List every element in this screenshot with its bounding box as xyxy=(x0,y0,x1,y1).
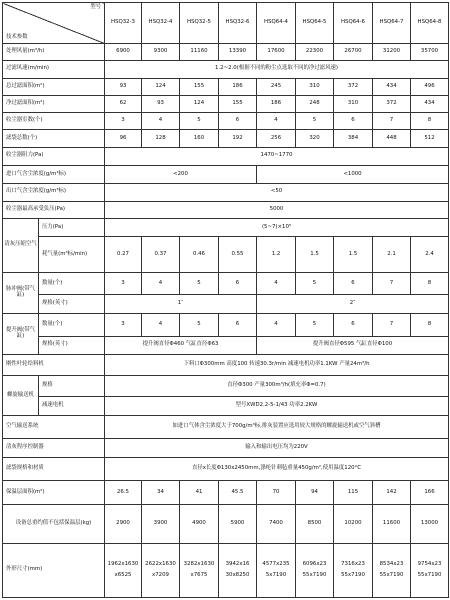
row-label: 耗气量(m³标/min) xyxy=(39,237,105,273)
dimension-line: 9754x23 xyxy=(417,560,442,567)
table-cell: 3 xyxy=(105,272,142,295)
table-cell: 1470~1770 xyxy=(105,147,449,165)
model-header: HSQ32-5 xyxy=(180,3,219,44)
table-cell: 1.5 xyxy=(334,237,373,273)
table-cell: 186 xyxy=(219,78,257,95)
corner-param-label: 技术参数 xyxy=(6,34,28,41)
table-row xyxy=(3,95,449,112)
table-cell xyxy=(296,543,334,597)
table-cell: 5 xyxy=(296,113,334,130)
row-label: 清灰程序控制器 xyxy=(3,439,105,458)
table-cell xyxy=(411,543,449,597)
table-cell: 93 xyxy=(105,78,142,95)
table-row xyxy=(3,61,449,78)
table-cell: 7 xyxy=(373,313,411,336)
dimension-line: 30x8250 xyxy=(225,571,250,578)
table-cell: 11160 xyxy=(180,44,219,61)
table-cell: 3 xyxy=(105,313,142,336)
table-cell: 166 xyxy=(411,481,449,505)
table-row xyxy=(3,481,449,505)
table-cell: 直径x长度Φ130x2450mm,涤纶针刺毡重量450g/m²,使用温度120°C xyxy=(105,458,449,481)
model-header: HSQ64-8 xyxy=(411,3,449,44)
table-row xyxy=(3,130,449,147)
table-cell: 155 xyxy=(180,78,219,95)
table-cell: 245 xyxy=(257,78,296,95)
table-cell: 96 xyxy=(105,130,142,147)
corner-model-label: 型号 xyxy=(90,4,101,10)
table-cell: 13390 xyxy=(219,44,257,61)
table-cell: 3 xyxy=(105,113,142,130)
model-header: HSQ32-3 xyxy=(105,3,142,44)
table-cell: 17600 xyxy=(257,44,296,61)
table-row xyxy=(3,416,449,439)
dimension-line: 3942x16 xyxy=(225,560,250,567)
table-cell: 下料口Φ300mm 高度100 转速30.3r/min 减速电机功率1.1KW 产量24m³/h xyxy=(105,354,449,376)
dimension-line: 3282x1630 xyxy=(183,560,215,567)
corner-header-cell xyxy=(3,3,105,44)
table-cell: (5~7)×10⁵ xyxy=(105,218,449,236)
table-cell: 310 xyxy=(296,78,334,95)
table-cell: 2900 xyxy=(105,504,142,543)
table-cell: 7 xyxy=(373,113,411,130)
row-label: 规格(英寸) xyxy=(39,295,105,313)
dimension-line: 5x7190 xyxy=(265,571,287,578)
row-label: 总过滤面积(m²) xyxy=(3,78,105,95)
table-cell: 35700 xyxy=(411,44,449,61)
table-cell: 434 xyxy=(373,78,411,95)
table-cell: 115 xyxy=(334,481,373,505)
row-label: 收尘器室数(个) xyxy=(3,113,105,130)
row-label: 减速电机 xyxy=(39,396,105,415)
table-cell: 2.1 xyxy=(373,237,411,273)
dimension-line: 55x7190 xyxy=(379,571,404,578)
table-row xyxy=(3,376,449,397)
table-cell: 2.4 xyxy=(411,237,449,273)
table-cell: 5 xyxy=(180,313,219,336)
table-row xyxy=(3,543,449,597)
table-cell: 1.5 xyxy=(296,237,334,273)
table-row xyxy=(3,313,449,336)
row-label: 收尘器最高承受负压(Pa) xyxy=(3,201,105,218)
group-label: 脉冲阀(带气缸) xyxy=(3,272,39,313)
table-row xyxy=(3,237,449,273)
table-row xyxy=(3,458,449,481)
table-cell: 6 xyxy=(219,313,257,336)
table-cell: 31200 xyxy=(373,44,411,61)
table-cell: 256 xyxy=(257,130,296,147)
table-cell: <50 xyxy=(105,184,449,201)
table-cell: 5900 xyxy=(219,504,257,543)
table-cell: 提升阀直径Φ595 气缸直径Φ100 xyxy=(257,336,449,354)
table-cell: 6 xyxy=(219,272,257,295)
table-cell: 512 xyxy=(411,130,449,147)
table-cell: 1.2~2.0(根据不同的粉尘点选取不同的净过滤风速) xyxy=(105,61,449,78)
dimension-line: x6525 xyxy=(114,571,132,578)
table-cell: 448 xyxy=(373,130,411,147)
dimension-line: x7675 xyxy=(190,571,208,578)
table-cell: 5 xyxy=(296,272,334,295)
table-cell: 34 xyxy=(142,481,180,505)
table-cell: 3900 xyxy=(142,504,180,543)
spec-table xyxy=(2,2,449,598)
table-cell: 5000 xyxy=(105,201,449,218)
table-cell: 5 xyxy=(180,113,219,130)
group-label: 螺旋输送机 xyxy=(3,376,39,416)
table-cell: 45.5 xyxy=(219,481,257,505)
table-cell: 直径Φ300 产量300m³/h(填充率Φ=0.7) xyxy=(105,376,449,397)
table-cell: 372 xyxy=(373,95,411,112)
table-cell: 0.37 xyxy=(142,237,180,273)
table-cell xyxy=(334,543,373,597)
table-cell: 124 xyxy=(180,95,219,112)
table-cell: <200 xyxy=(105,165,257,183)
group-label: 提升阀(带气缸) xyxy=(3,313,39,354)
table-cell xyxy=(373,543,411,597)
dimension-line: 1962x1630 xyxy=(107,560,139,567)
table-row xyxy=(3,113,449,130)
table-row xyxy=(3,165,449,183)
table-cell: 6 xyxy=(219,113,257,130)
table-cell: 8 xyxy=(411,113,449,130)
table-row xyxy=(3,354,449,376)
table-cell xyxy=(257,543,296,597)
table-cell: 13000 xyxy=(411,504,449,543)
table-cell: 160 xyxy=(180,130,219,147)
table-cell: 384 xyxy=(334,130,373,147)
table-cell xyxy=(142,543,180,597)
row-label: 刚性叶轮给料机 xyxy=(3,354,105,376)
table-cell: 2″ xyxy=(257,295,449,313)
table-cell: 1″ xyxy=(105,295,257,313)
table-row xyxy=(3,272,449,295)
table-cell: 41 xyxy=(180,481,219,505)
table-cell: 如进口气体含尘浓度大于700g/m³标,排灰装置应选用较大规格的螺旋输送机或空气斜槽 xyxy=(105,416,449,439)
model-header: HSQ32-4 xyxy=(142,3,180,44)
dimension-line: 55x7190 xyxy=(417,571,442,578)
table-cell: 0.55 xyxy=(219,237,257,273)
table-cell: 型号XWD2.2-5-1/43 功率2.2KW xyxy=(105,396,449,415)
row-label: 处理风量(m³/h) xyxy=(3,44,105,61)
table-cell: 186 xyxy=(257,95,296,112)
table-cell: 5 xyxy=(180,272,219,295)
row-label: 数量(个) xyxy=(39,313,105,336)
table-cell: 22300 xyxy=(296,44,334,61)
table-row xyxy=(3,184,449,201)
table-cell: 26.5 xyxy=(105,481,142,505)
row-label: 过滤风速(m/min) xyxy=(3,61,105,78)
row-label: 数量(个) xyxy=(39,272,105,295)
dimension-line: 8534x23 xyxy=(379,560,404,567)
table-cell: 8 xyxy=(411,272,449,295)
row-label: 设备总重约值不包括保温层(kg) xyxy=(3,504,105,543)
table-cell: 输入和输出电压均为220V xyxy=(105,439,449,458)
table-cell: 192 xyxy=(219,130,257,147)
table-row xyxy=(3,504,449,543)
table-cell: 4 xyxy=(257,313,296,336)
table-cell: 7400 xyxy=(257,504,296,543)
row-label: 进口气含尘浓度(g/m³标) xyxy=(3,165,105,183)
table-row xyxy=(3,218,449,236)
table-cell: 11600 xyxy=(373,504,411,543)
table-cell: 4 xyxy=(257,272,296,295)
table-cell xyxy=(219,543,257,597)
table-cell: 26700 xyxy=(334,44,373,61)
table-cell: 4 xyxy=(142,272,180,295)
row-label: 收尘器阻力(Pa) xyxy=(3,147,105,165)
table-row xyxy=(3,439,449,458)
table-cell: 7 xyxy=(373,272,411,295)
dimension-line: 2622x1630 xyxy=(145,560,176,567)
table-cell: 9300 xyxy=(142,44,180,61)
table-cell: <1000 xyxy=(257,165,449,183)
table-row xyxy=(3,295,449,313)
row-label: 保温层面积(m²) xyxy=(3,481,105,505)
table-cell: 提升阀直径Φ460 气缸直径Φ63 xyxy=(105,336,257,354)
table-cell: 4 xyxy=(257,113,296,130)
table-cell: 4 xyxy=(142,113,180,130)
table-cell: 5 xyxy=(296,313,334,336)
model-header: HSQ64-6 xyxy=(334,3,373,44)
header-row xyxy=(3,3,449,44)
table-cell: 124 xyxy=(142,78,180,95)
dimension-line: 7316x23 xyxy=(341,560,365,567)
table-cell: 248 xyxy=(296,95,334,112)
table-cell: 372 xyxy=(334,78,373,95)
table-cell: 94 xyxy=(296,481,334,505)
model-header: HSQ32-6 xyxy=(219,3,257,44)
table-cell: 6 xyxy=(334,313,373,336)
table-cell xyxy=(105,543,142,597)
row-label: 压力(Pa) xyxy=(39,218,105,236)
table-cell: 4900 xyxy=(180,504,219,543)
model-header: HSQ64-5 xyxy=(296,3,334,44)
row-label: 滤袋总数(个) xyxy=(3,130,105,147)
table-cell: 434 xyxy=(411,95,449,112)
row-label: 规格 xyxy=(39,376,105,397)
table-cell: 6900 xyxy=(105,44,142,61)
dimension-line: 55x7190 xyxy=(302,571,327,578)
table-row xyxy=(3,78,449,95)
dimension-line: 6096x23 xyxy=(302,560,327,567)
table-cell: 310 xyxy=(334,95,373,112)
table-cell: 62 xyxy=(105,95,142,112)
dimension-line: 4577x235 xyxy=(262,560,290,567)
table-row xyxy=(3,396,449,415)
table-row xyxy=(3,44,449,61)
table-cell: 70 xyxy=(257,481,296,505)
dimension-line: x7209 xyxy=(152,571,169,578)
dimension-line: 55x7190 xyxy=(341,571,365,578)
table-cell: 496 xyxy=(411,78,449,95)
row-label: 滤袋规格和材质 xyxy=(3,458,105,481)
table-cell: 10200 xyxy=(334,504,373,543)
row-label: 外形尺寸(mm) xyxy=(3,543,105,597)
row-label: 出口气含尘浓度(g/m³标) xyxy=(3,184,105,201)
table-cell: 0.27 xyxy=(105,237,142,273)
row-label: 规格(英寸) xyxy=(39,336,105,354)
table-cell: 8500 xyxy=(296,504,334,543)
model-header: HSQ64-4 xyxy=(257,3,296,44)
table-row xyxy=(3,201,449,218)
row-label: 净过滤面积(m²) xyxy=(3,95,105,112)
table-cell: 155 xyxy=(219,95,257,112)
table-cell: 142 xyxy=(373,481,411,505)
table-cell: 0.46 xyxy=(180,237,219,273)
table-row xyxy=(3,336,449,354)
model-header: HSQ64-7 xyxy=(373,3,411,44)
table-cell: 6 xyxy=(334,272,373,295)
table-cell: 4 xyxy=(142,313,180,336)
table-cell: 1.2 xyxy=(257,237,296,273)
table-row xyxy=(3,147,449,165)
group-label: 清灰压缩空气 xyxy=(3,218,39,272)
table-cell: 6 xyxy=(334,113,373,130)
table-cell: 320 xyxy=(296,130,334,147)
row-label: 空气输送系统 xyxy=(3,416,105,439)
table-cell: 128 xyxy=(142,130,180,147)
table-cell xyxy=(180,543,219,597)
table-cell: 8 xyxy=(411,313,449,336)
table-cell: 93 xyxy=(142,95,180,112)
